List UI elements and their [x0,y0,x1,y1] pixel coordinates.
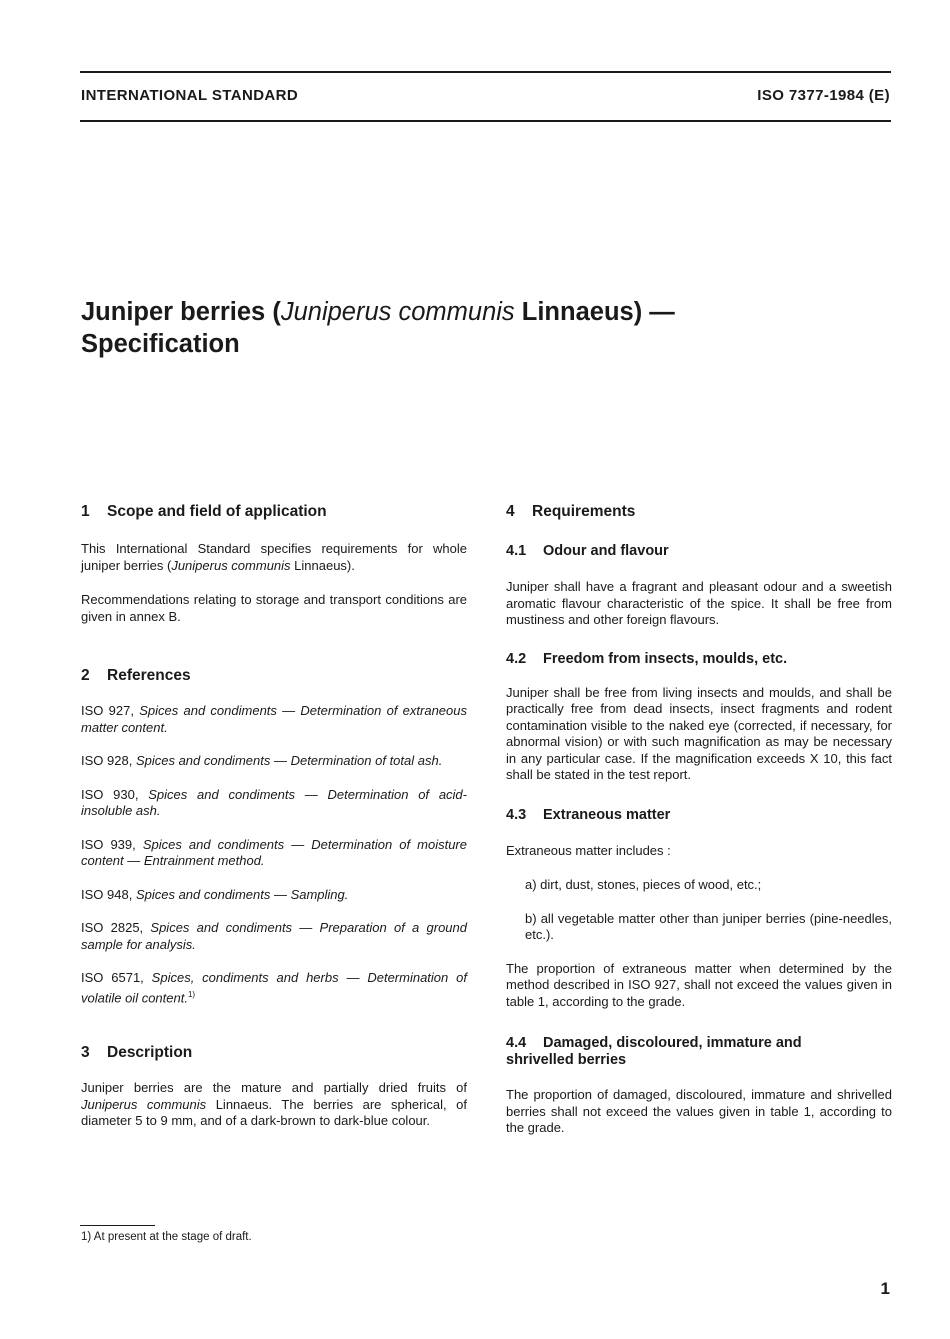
paragraph: The proportion of extraneous matter when determined by the method described in ISO 927, shall not exceed the values given in table 1, according to the grade. [506,960,892,1009]
footnote: 1) At present at the stage of draft. [81,1231,252,1243]
reference-item: ISO 2825, Spices and condiments — Preparation of a ground sample for analysis. [81,920,467,952]
section-heading: 2 References [81,667,191,684]
title-line2: Specification [81,330,240,358]
paragraph: Juniper berries are the mature and partially dried fruits of Juniperus communis Linnaeus. The berries are spherical, of diameter 5 to 9 mm, and of a dark-brown to dark-blue colour. [81,1080,467,1129]
section-2 [81,666,467,1006]
right-column [506,500,892,1137]
subsection-heading: 4.3 Extraneous matter [506,806,671,823]
list-item: a) dirt, dust, stones, pieces of wood, etc.; [525,877,762,892]
reference-item: ISO 930, Spices and condiments — Determination of acid-insoluble ash. [81,786,467,818]
document-title: Juniper berries (Juniperus communis Linnaeus) — Specification [81,298,675,358]
left-column [81,500,467,1130]
subsection-heading: 4.4 Damaged, discoloured, immature and shrivelled berries [506,1035,802,1068]
reference-item: ISO 927, Spices and condiments — Determination of extraneous matter content. [81,703,467,735]
paragraph: Juniper shall be free from living insects and moulds, and shall be practically free from dead insects, insect fragments and rodent contamination visible to the naked eye (corrected, if necessary, for abnormal vision) or with such magnification as may be necessary in any particular case. If the magnification exceeds X 10, this fact shall be stated in the test report. [506,684,892,782]
footnote-rule [80,1225,155,1226]
paragraph: Extraneous matter includes : [506,842,671,858]
paragraph: This International Standard specifies requirements for whole juniper berries (Juniperus communis Linnaeus). [81,541,467,573]
header-bottom-rule [80,120,891,122]
title-species: Juniperus communis [280,298,515,326]
section-heading: 4 Requirements [506,503,636,520]
section-3 [81,1043,467,1130]
subsection-heading: 4.1 Odour and flavour [506,543,669,559]
header-standard-number: ISO 7377-1984 (E) [757,87,890,104]
list-item: b) all vegetable matter other than juniper berries (pine-needles, etc.). [525,910,892,942]
paragraph: The proportion of damaged, discoloured, immature and shrivelled berries shall not exceed the values given in table 1, according to the grade. [506,1087,892,1135]
section-heading: 3 Description [81,1044,193,1062]
page-number: 1 [880,1279,890,1298]
reference-item: ISO 928, Spices and condiments — Determination of total ash. [81,753,443,768]
paragraph: Recommendations relating to storage and transport conditions are given in annex B. [81,592,467,624]
section-1 [81,502,467,625]
footnote-marker: 1) [187,989,196,999]
subsection-heading: 4.2 Freedom from insects, moulds, etc. [506,650,788,667]
section-4 [506,502,892,1137]
paragraph: Juniper shall have a fragrant and pleasant odour and a sweetish aromatic flavour characteristic of the spice. It shall be free from mustiness and other foreign flavours. [506,579,892,627]
section-heading: 1 Scope and field of application [81,503,327,520]
header-standard-type: INTERNATIONAL STANDARD [81,87,299,104]
reference-item: ISO 939, Spices and condiments — Determination of moisture content — Entrainment method. [81,836,467,868]
reference-item: ISO 948, Spices and condiments — Sampling. [81,886,349,902]
reference-item: ISO 6571, Spices, condiments and herbs — Determination of volatile oil content.$^{1)}$ [81,970,467,1005]
header-top-rule [80,71,891,73]
